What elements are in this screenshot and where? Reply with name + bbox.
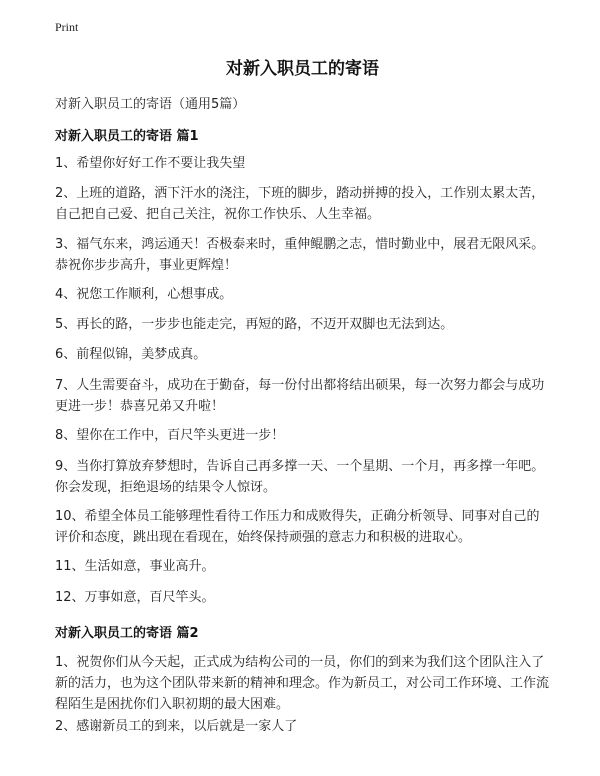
list-item: 1、希望你好好工作不要让我失望 bbox=[55, 156, 246, 171]
list-item: 4、祝您工作顺利，心想事成。 bbox=[55, 287, 233, 302]
list-item: 5、再长的路，一步步也能走完，再短的路，不迈开双脚也无法到达。 bbox=[55, 317, 454, 332]
section-heading-1: 对新入职员工的寄语 篇1 bbox=[55, 129, 199, 144]
list-item: 10、希望全体员工能够理性看待工作压力和成败得失，正确分析领导、同事对自己的评价和态度，跳出现在看现在，始终保持顽强的意志力和积极的进取心。 bbox=[55, 509, 540, 545]
list-item: 8、望你在工作中，百尺竿头更进一步！ bbox=[55, 428, 285, 443]
section-heading-2: 对新入职员工的寄语 篇2 bbox=[55, 626, 199, 641]
list-item: 2、上班的道路，洒下汗水的浇注，下班的脚步，踏动拼搏的投入，工作别太累太苦，自己把自己爱、把自己关注，祝你工作快乐、人生幸福。 bbox=[55, 186, 545, 222]
list-item: 1、祝贺你们从今天起，正式成为结构公司的一员，你们的到来为我们这个团队注入了新的活力，也为这个团队带来新的精神和理念。作为新员工，对公司工作环境、工作流程陌生是困扰你们入职初期的最大困难。 bbox=[55, 655, 550, 712]
page-subtitle: 对新入职员工的寄语（通用5篇） bbox=[55, 97, 246, 112]
list-item: 7、人生需要奋斗，成功在于勤奋，每一份付出都将结出硕果，每一次努力都会与成功更进一步！恭喜兄弟又升啦！ bbox=[55, 378, 545, 414]
print-link[interactable]: Print bbox=[55, 20, 79, 34]
list-item: 2、感谢新员工的到来，以后就是一家人了 bbox=[55, 719, 298, 734]
page-title: 对新入职员工的寄语 bbox=[226, 59, 379, 79]
list-item: 6、前程似锦，美梦成真。 bbox=[55, 347, 207, 362]
list-item: 11、生活如意，事业高升。 bbox=[55, 559, 215, 574]
list-item: 12、万事如意，百尺竿头。 bbox=[55, 590, 215, 605]
list-item: 3、福气东来，鸿运通天！否极泰来时，重伸鲲鹏之志，惜时勤业中，展君无限风采。恭祝你步步高升，事业更辉煌！ bbox=[55, 237, 545, 273]
list-item: 9、当你打算放弃梦想时，告诉自己再多撑一天、一个星期、一个月，再多撑一年吧。你会发现，拒绝退场的结果令人惊讶。 bbox=[55, 459, 545, 495]
